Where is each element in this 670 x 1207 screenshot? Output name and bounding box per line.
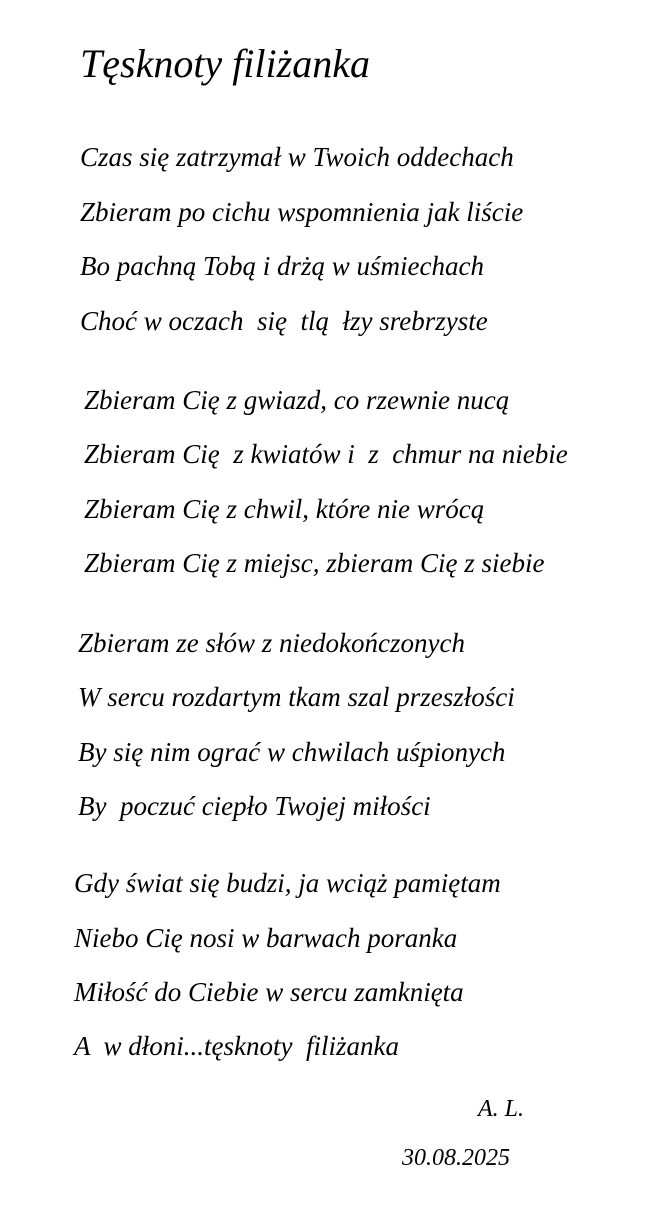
poem-line: Zbieram Cię z gwiazd, co rzewnie nucą xyxy=(84,385,510,415)
poem-line: Choć w oczach się tlą łzy srebrzyste xyxy=(80,306,488,336)
poem-line: Zbieram Cię z kwiatów i z chmur na niebie xyxy=(84,439,568,469)
poem-line: A w dłoni...tęsknoty filiżanka xyxy=(74,1031,399,1061)
poem-line: Zbieram po cichu wspomnienia jak liście xyxy=(80,197,524,227)
poem-line: Miłość do Ciebie w sercu zamknięta xyxy=(74,977,464,1007)
poem-line: Bo pachną Tobą i drżą w uśmiechach xyxy=(80,251,484,281)
poem-line: Zbieram ze słów z niedokończonych xyxy=(78,628,465,658)
poem-date: 30.08.2025 xyxy=(402,1145,510,1171)
poem-line: Czas się zatrzymał w Twoich oddechach xyxy=(80,142,514,172)
poem-line: By się nim ograć w chwilach uśpionych xyxy=(78,737,506,767)
poem-line: Gdy świat się budzi, ja wciąż pamiętam xyxy=(74,868,501,898)
poem-line: Zbieram Cię z miejsc, zbieram Cię z siebie xyxy=(84,548,545,578)
poem-line: By poczuć ciepło Twojej miłości xyxy=(78,791,431,821)
poem-line: W sercu rozdartym tkam szal przeszłości xyxy=(78,682,515,712)
poem-line: Zbieram Cię z chwil, które nie wrócą xyxy=(84,494,485,524)
poem-line: Niebo Cię nosi w barwach poranka xyxy=(74,923,458,953)
poem-title: Tęsknoty filiżanka xyxy=(80,41,370,86)
author-signature: A. L. xyxy=(478,1096,525,1122)
